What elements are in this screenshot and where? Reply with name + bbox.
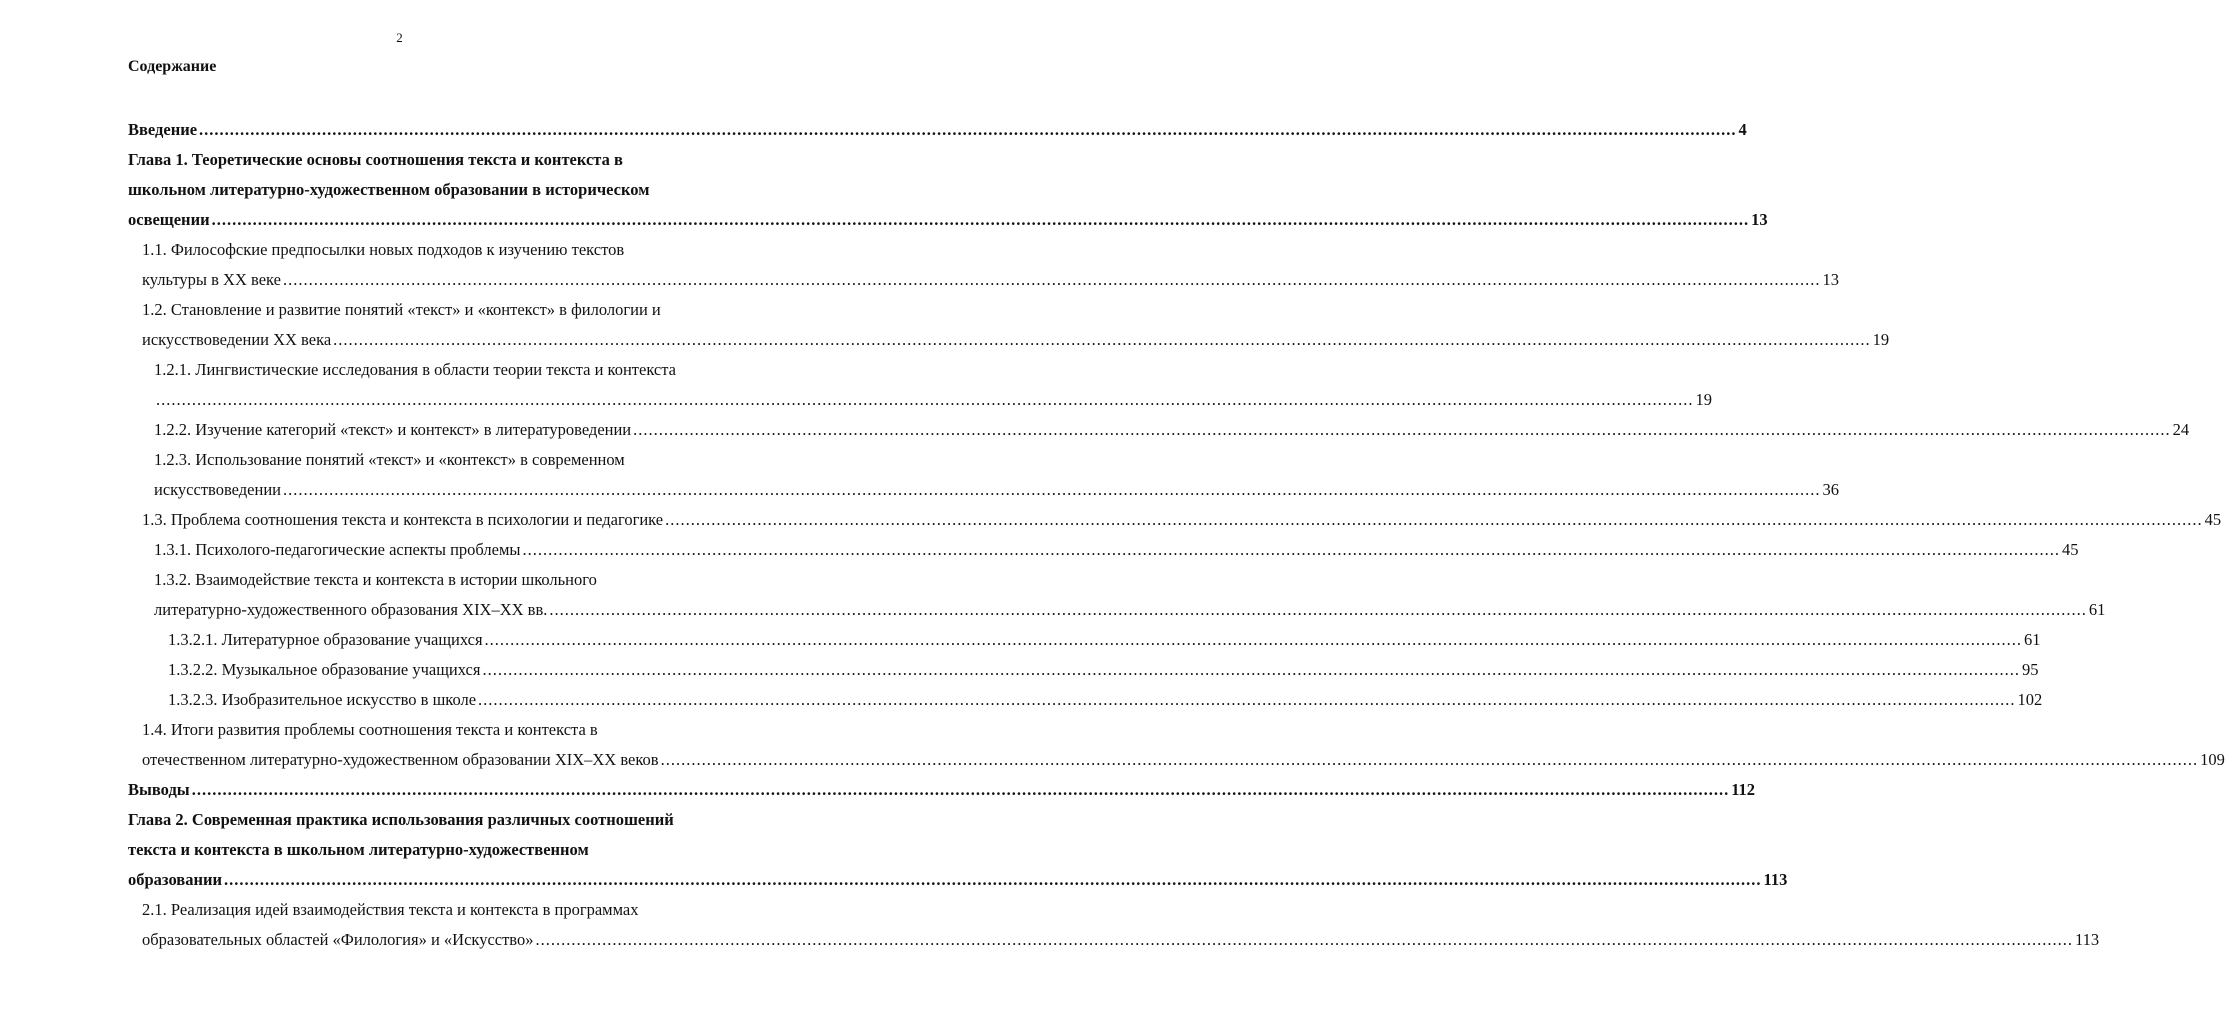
dot-leader: ............................................................................................................................................................................................................................................................................................................ [282,270,1821,289]
toc-entry-page: 36 [1822,480,1839,499]
toc-entry-page: 95 [2021,660,2039,679]
toc-entry-title: культуры в XX веке [142,270,281,289]
toc-entry-page: 61 [2088,600,2106,619]
toc-entry-title: освещении [128,210,210,229]
dot-leader: ............................................................................................................................................................................................................................................................................................................ [549,600,2087,619]
toc-entry-title: 1.3.2. Взаимодействие текста и контекста в истории школьного [154,570,597,589]
toc-entry-page: 19 [1695,390,1712,409]
dot-leader: ............................................................................................................................................................................................................................................................................................................ [478,690,2016,709]
toc-entry-page: 24 [2172,420,2190,439]
toc-entry-section-1-3-2-1[interactable] [128,625,2041,655]
toc-entry-title: искусствоведении [154,480,281,499]
dot-leader: ............................................................................................................................................................................................................................................................................................................ [191,780,1730,799]
toc-entry-section-1-2-2[interactable] [128,415,2190,445]
page-number: 2 [396,30,403,45]
toc-entry-title: текста и контекста в школьном литературно-художественном [128,840,589,859]
toc-entry-section-1-2-3[interactable] [128,445,1839,505]
toc-entry-title: 1.1. Философские предпосылки новых подходов к изучению текстов [142,240,625,259]
toc-entry-section-1-3-2-2[interactable] [128,655,2039,685]
toc-entry-title: Выводы [128,780,190,799]
toc-entry-page: 13 [1751,210,1768,229]
dot-leader: ............................................................................................................................................................................................................................................................................................................ [484,630,2023,649]
dot-leader: ............................................................................................................................................................................................................................................................................................................ [633,420,2171,439]
toc-entry-title: образовании [128,870,222,889]
toc-entry-page: 113 [1763,870,1788,889]
toc-entry-section-1-3-2-3[interactable] [128,685,2043,715]
toc-entry-section-2-1[interactable] [128,895,2100,955]
toc-entry-title: Глава 2. Современная практика использования различных соотношений [128,810,674,829]
dot-leader: ............................................................................................................................................................................................................................................................................................................ [282,480,1821,499]
toc-entry-section-1-2-1[interactable] [128,355,1712,415]
toc-entry-title: Глава 1. Теоретические основы соотношения текста и контекста в [128,150,623,169]
dot-leader: ............................................................................................................................................................................................................................................................................................................ [199,120,1737,139]
toc-entry-page: 45 [2204,510,2222,529]
toc-entry-title: 1.2.3. Использование понятий «текст» и «контекст» в современном [154,450,625,469]
toc-entry-section-1-3-1[interactable] [128,535,2079,565]
toc-entry-page: 4 [1738,120,1747,139]
toc-entry-page: 109 [2200,750,2225,769]
toc-entry-title: 1.3.2.2. Музыкальное образование учащихся [168,660,481,679]
toc-entry-section-1-1[interactable] [128,235,1839,295]
dot-leader: ............................................................................................................................................................................................................................................................................................................ [211,210,1750,229]
toc-entry-conclusions[interactable] [128,775,1756,805]
toc-entry-title: 1.2.1. Лингвистические исследования в области теории текста и контекста [154,360,676,379]
toc-entry-title: школьном литературно-художественном образовании в историческом [128,180,650,199]
dot-leader: ............................................................................................................................................................................................................................................................................................................ [156,390,1694,409]
toc-entry-title: образовательных областей «Филология» и «Искусство» [142,930,534,949]
dot-leader: ............................................................................................................................................................................................................................................................................................................ [223,870,1762,889]
toc-entry-title: 1.3.2.1. Литературное образование учащихся [168,630,483,649]
toc-entry-title: 2.1. Реализация идей взаимодействия текста и контекста в программах [142,900,639,919]
toc-entry-chapter-1[interactable] [128,145,1768,235]
dot-leader: ............................................................................................................................................................................................................................................................................................................ [522,540,2060,559]
toc-entry-page: 19 [1872,330,1890,349]
table-of-contents [128,115,2225,955]
dot-leader: ............................................................................................................................................................................................................................................................................................................ [665,510,2203,529]
toc-heading: Содержание [128,58,217,75]
toc-entry-title: 1.3.2.3. Изобразительное искусство в школе [168,690,477,709]
toc-entry-title: 1.2.2. Изучение категорий «текст» и контекст» в литературоведении [154,420,632,439]
dot-leader: ............................................................................................................................................................................................................................................................................................................ [660,750,2199,769]
toc-entry-title: литературно-художественного образования XIX–XX вв. [154,600,548,619]
toc-entry-page: 45 [2062,540,2079,559]
toc-entry-page: 113 [2075,930,2100,949]
toc-entry-section-1-3-2[interactable] [128,565,2106,625]
toc-entry-title: 1.4. Итоги развития проблемы соотношения текста и контекста в [142,720,598,739]
toc-entry-section-1-3[interactable] [128,505,2222,535]
toc-entry-chapter-2[interactable] [128,805,1788,895]
toc-entry-page: 13 [1822,270,1839,289]
toc-entry-title: 1.2. Становление и развитие понятий «текст» и «контекст» в филологии и [142,300,661,319]
toc-entry-page: 112 [1731,780,1756,799]
dot-leader: ............................................................................................................................................................................................................................................................................................................ [482,660,2020,679]
dot-leader: ............................................................................................................................................................................................................................................................................................................ [535,930,2073,949]
toc-entry-title: 1.3.1. Психолого-педагогические аспекты проблемы [154,540,521,559]
toc-entry-section-1-2[interactable] [128,295,1890,355]
toc-entry-page: 61 [2024,630,2041,649]
toc-entry-title: 1.3. Проблема соотношения текста и контекста в психологии и педагогике [142,510,664,529]
toc-entry-title: отечественном литературно-художественном образовании XIX–XX веков [142,750,659,769]
toc-entry-section-1-4[interactable] [128,715,2225,775]
toc-entry-title: Введение [128,120,198,139]
toc-entry-introduction[interactable] [128,115,1747,145]
toc-entry-page: 102 [2017,690,2043,709]
dot-leader: ............................................................................................................................................................................................................................................................................................................ [333,330,1871,349]
toc-entry-title: искусствоведении XX века [142,330,332,349]
